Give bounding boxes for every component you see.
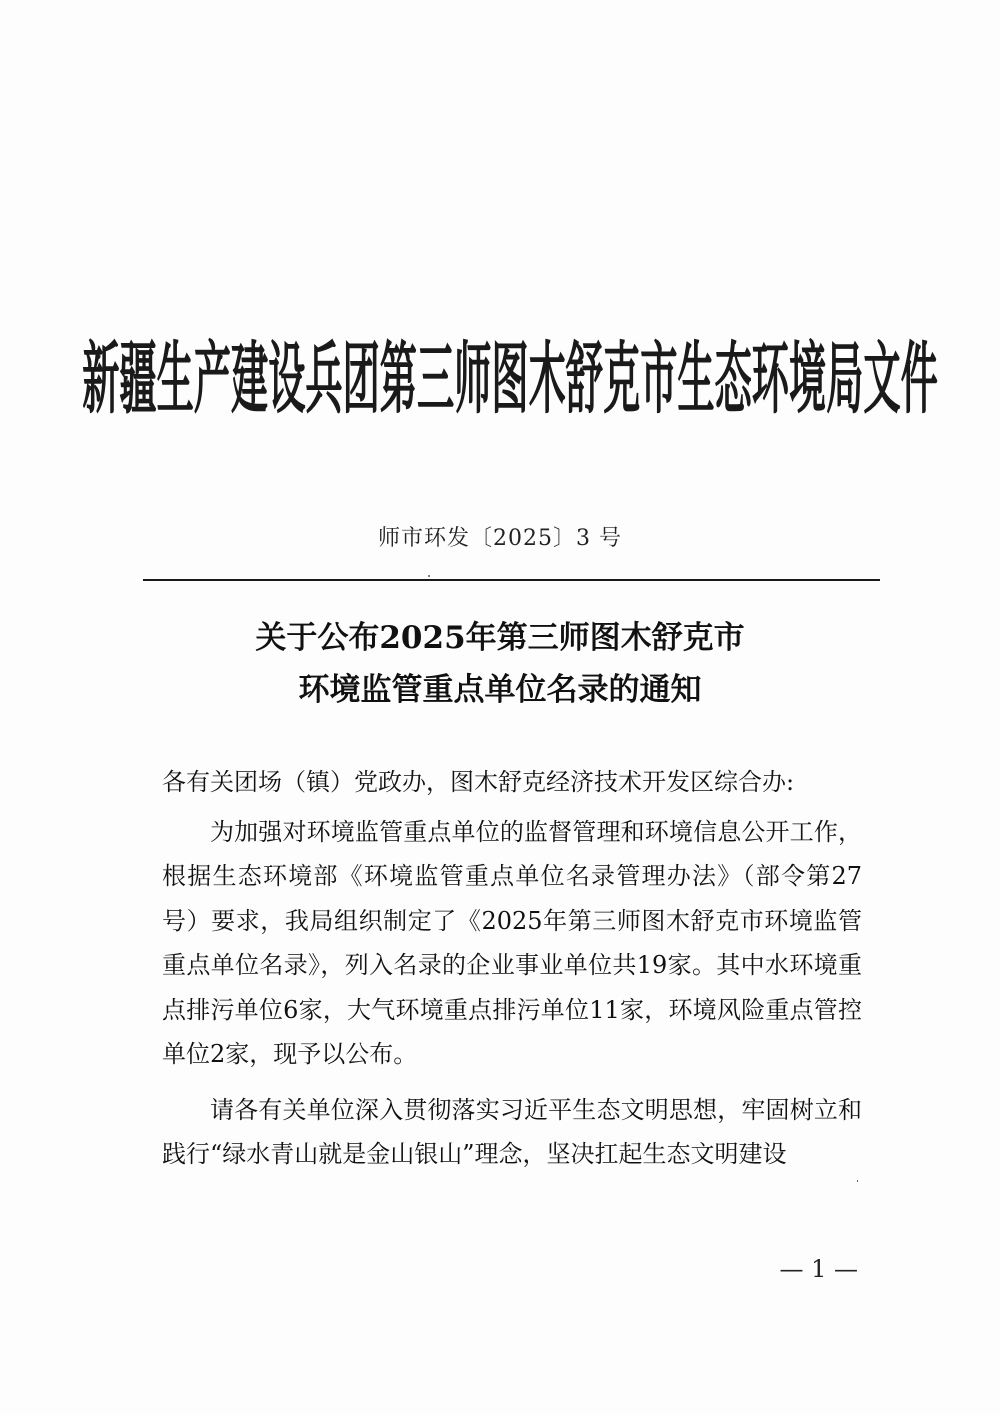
salutation: 各有关团场（镇）党政办，图木舒克经济技术开发区综合办: [162,768,795,796]
notice-title [0,612,1000,716]
paragraph-2: 请各有关单位深入贯彻落实习近平生态文明思想，牢固树立和践行“绿水青山就是金山银山”理念，坚决扛起生态文明建设 [162,1095,862,1168]
title-line-1: 关于公布2025年第三师图木舒克市 [255,620,745,656]
scan-speck [857,1180,858,1182]
body-text [162,760,862,1177]
title-line-2: 环境监管重点单位名录的通知 [298,672,702,708]
paragraph-1: 为加强对环境监管重点单位的监督管理和环境信息公开工作，根据生态环境部《环境监管重点单位名录管理办法》（部令第27号）要求，我局组织制定了《2025年第三师图木舒克市环境监管重点单位名录》，列入名录的企业事业单位共19家。其中水环境重点排污单位6家，大气环境重点排污单位11家，环境风险重点管控单位2家，现予以公布。 [162,817,862,1068]
scan-speck [428,575,430,577]
masthead-text: 新疆生产建设兵团第三师图木舒克市生态环境局文件 [82,333,938,425]
document-number: 师市环发〔2025〕3 号 [378,526,622,551]
header-divider [143,579,880,581]
masthead-title [82,318,938,428]
page-number: — 1 — [779,1255,858,1283]
